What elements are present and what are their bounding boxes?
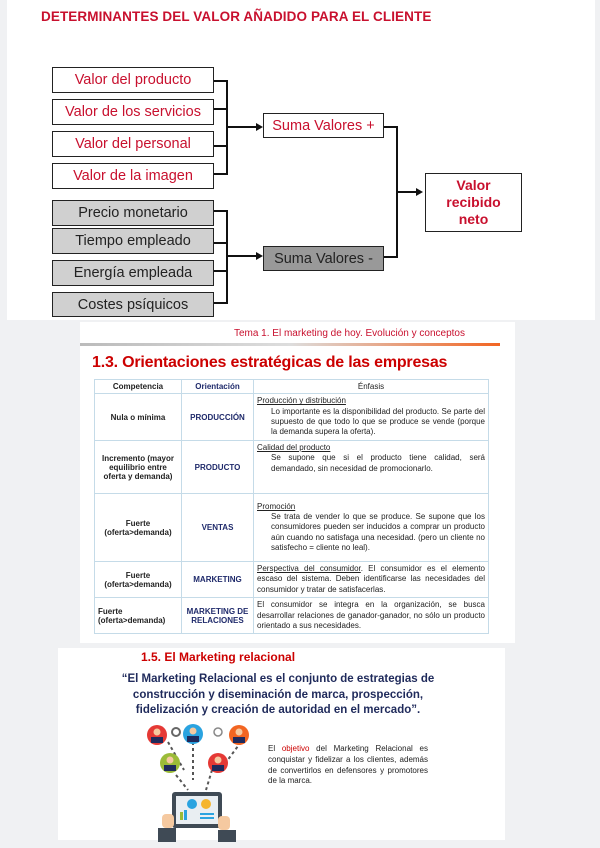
header-divider bbox=[80, 343, 500, 346]
connector bbox=[226, 210, 228, 304]
objective-text bbox=[268, 744, 428, 787]
enfasis-cell: El consumidor se integra en la organización, se busca desarrollar relaciones de ganador-ganador, no sólo un producto orientado a sus necesidades. bbox=[254, 598, 489, 634]
table-row bbox=[95, 441, 489, 494]
positive-item: Valor del producto bbox=[52, 67, 214, 93]
enfasis-title: Producción y distribución bbox=[257, 396, 346, 406]
column-header: Énfasis bbox=[254, 380, 489, 394]
sum-positive-box: Suma Valores + bbox=[263, 113, 384, 138]
objective-pre: El bbox=[268, 744, 282, 753]
person-blue-icon bbox=[183, 724, 203, 744]
column-header: Orientación bbox=[182, 380, 254, 394]
orientacion-cell: MARKETING DE RELACIONES bbox=[182, 598, 254, 634]
table-row bbox=[95, 494, 489, 562]
connector bbox=[226, 126, 256, 128]
negative-item: Precio monetario bbox=[52, 200, 214, 226]
sum-negative-box: Suma Valores - bbox=[263, 246, 384, 271]
competencia-cell: Incremento (mayor equilibrio entre oferta y demanda) bbox=[95, 441, 182, 494]
objective-highlight: objetivo bbox=[281, 744, 310, 753]
enfasis-title: Promoción bbox=[257, 501, 296, 511]
orientacion-cell: VENTAS bbox=[182, 494, 254, 562]
connector bbox=[226, 255, 256, 257]
net-value-box: Valor recibido neto bbox=[425, 173, 522, 232]
enfasis-cell bbox=[254, 441, 489, 494]
arrow-icon bbox=[256, 252, 263, 260]
person-green-icon bbox=[160, 753, 180, 773]
enfasis-cell bbox=[254, 394, 489, 441]
orientacion-cell: MARKETING bbox=[182, 562, 254, 598]
slide-header: Tema 1. El marketing de hoy. Evolución y conceptos bbox=[233, 328, 465, 339]
gear-icon bbox=[172, 728, 180, 736]
enfasis-title: Perspectiva del consumidor bbox=[257, 564, 361, 573]
orientacion-cell: PRODUCTO bbox=[182, 441, 254, 494]
enfasis-title: Calidad del producto bbox=[257, 443, 331, 452]
strategic-orientations-slide bbox=[80, 322, 515, 643]
diagram-title: DETERMINANTES DEL VALOR AÑADIDO PARA EL CLIENTE bbox=[41, 9, 432, 24]
competencia-cell: Fuerte (oferta>demanda) bbox=[95, 562, 182, 598]
value-diagram-panel bbox=[7, 0, 595, 320]
table-row bbox=[95, 598, 489, 634]
network-illustration bbox=[136, 720, 266, 842]
orientations-table bbox=[94, 379, 489, 634]
arrow-icon bbox=[256, 123, 263, 131]
person-woman-icon bbox=[208, 753, 228, 773]
arrow-icon bbox=[416, 188, 423, 196]
competencia-cell: Fuerte (oferta>demanda) bbox=[95, 494, 182, 562]
negative-item: Tiempo empleado bbox=[52, 228, 214, 254]
definition-quote: “El Marketing Relacional es el conjunto de estrategias de construcción y diseminación de marca, prospección, fidelización y creación de autoridad en el mercado”. bbox=[121, 673, 435, 717]
objective-post: del Marketing Relacional es conquistar y fidelizar a los clientes, además de convertirlos en defensores y promotores de la marca. bbox=[268, 744, 428, 786]
enfasis-text: Lo importante es la disponibilidad del producto. Se parte del supuesto de que todo lo que se produce se vende (porque la demanda supera la oferta). bbox=[271, 406, 485, 437]
table-header-row bbox=[95, 380, 489, 394]
slide-title: 1.3. Orientaciones estratégicas de las empresas bbox=[92, 354, 448, 371]
negative-item: Energía empleada bbox=[52, 260, 214, 286]
table-row bbox=[95, 394, 489, 441]
table-row bbox=[95, 562, 489, 598]
enfasis-text: Se trata de vender lo que se produce. Se supone que los consumidores pueden ser inducidos a comprar un producto aún cuando no satisfaga una necesidad. (pero un cliente no satisfecho = cliente no leal). bbox=[271, 511, 485, 553]
enfasis-text: . El consumidor es el elemento escaso del sistema. Deben identificarse las necesidades del consumidor y tratar de satisfacerlas. bbox=[257, 564, 485, 594]
tablet-icon bbox=[172, 792, 222, 828]
person-red-icon bbox=[147, 725, 167, 745]
positive-item: Valor de la imagen bbox=[52, 163, 214, 189]
connector bbox=[396, 191, 418, 193]
positive-item: Valor de los servicios bbox=[52, 99, 214, 125]
negative-item: Costes psíquicos bbox=[52, 292, 214, 317]
enfasis-cell bbox=[254, 562, 489, 598]
competencia-cell: Fuerte (oferta>demanda) bbox=[95, 598, 182, 634]
enfasis-text: Se supone que si el producto tiene calidad, será demandado, sin necesidad de promocionarlo. bbox=[271, 453, 485, 473]
enfasis-cell bbox=[254, 494, 489, 562]
column-header: Competencia bbox=[95, 380, 182, 394]
slide-title: 1.5. El Marketing relacional bbox=[141, 650, 296, 664]
positive-item: Valor del personal bbox=[52, 131, 214, 157]
person-orange-icon bbox=[229, 725, 249, 745]
orientacion-cell: PRODUCCIÓN bbox=[182, 394, 254, 441]
relational-marketing-slide bbox=[58, 648, 505, 840]
competencia-cell: Nula o mínima bbox=[95, 394, 182, 441]
lightbulb-icon bbox=[214, 728, 222, 736]
